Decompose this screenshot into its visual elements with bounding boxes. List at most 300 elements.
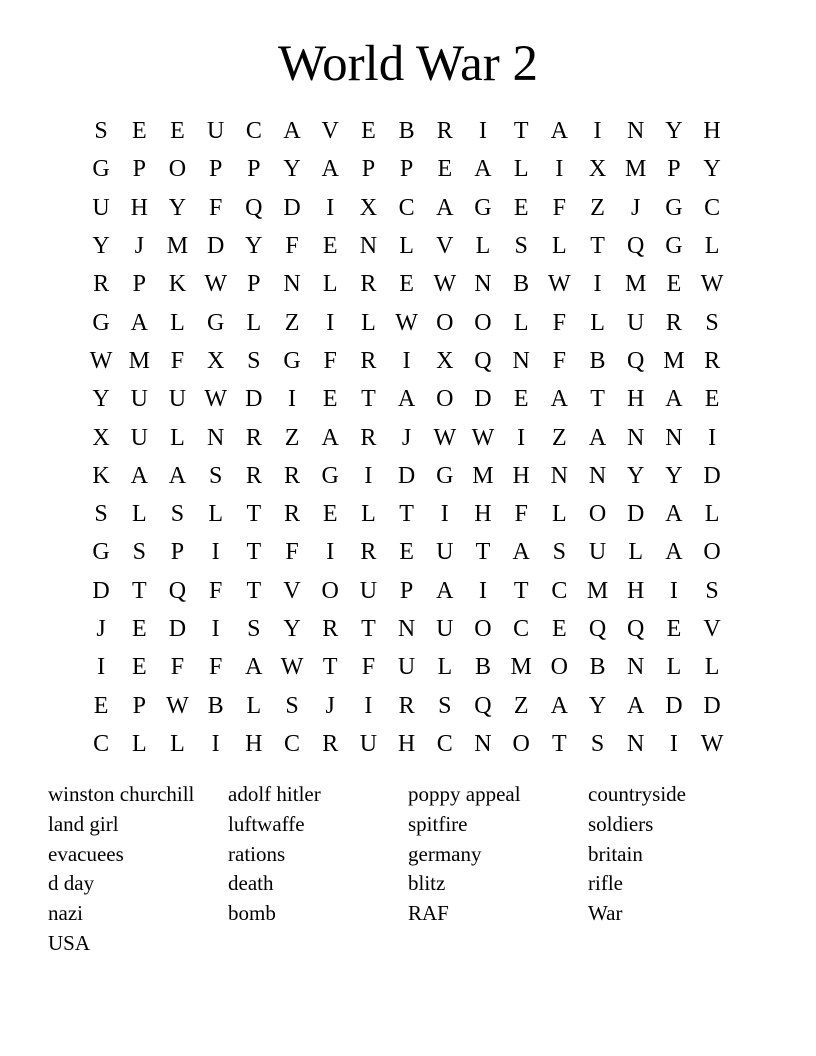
grid-letter: P — [399, 577, 414, 604]
grid-letter: I — [402, 347, 411, 374]
grid-letter: C — [284, 730, 301, 757]
grid-letter: R — [704, 347, 721, 374]
grid-letter: O — [321, 577, 339, 604]
grid-letter: R — [245, 424, 262, 451]
grid-letter: S — [208, 462, 223, 489]
grid-letter: L — [704, 654, 720, 681]
grid-letter: E — [513, 194, 529, 221]
grid-letter: I — [97, 654, 106, 681]
grid-letter: F — [170, 347, 185, 374]
grid-letter: T — [246, 501, 262, 528]
grid-letter: H — [245, 730, 263, 757]
grid-letter: Y — [283, 616, 301, 642]
grid-letter: L — [361, 309, 376, 336]
grid-letter: O — [474, 616, 492, 642]
grid-letter: D — [703, 462, 721, 489]
grid-letter: B — [474, 654, 491, 681]
grid-letter: J — [96, 616, 106, 642]
grid-letter: I — [478, 118, 487, 145]
grid-letter: M — [166, 233, 189, 260]
word-list-item: bomb — [228, 901, 276, 926]
grid-letter: N — [588, 462, 607, 489]
grid-letter: E — [131, 654, 147, 681]
grid-letter: I — [211, 616, 220, 642]
grid-letter: L — [170, 730, 185, 757]
word-list-item: death — [228, 871, 274, 896]
letter-grid — [82, 112, 732, 763]
grid-letter: S — [94, 118, 108, 145]
grid-letter: E — [361, 118, 376, 145]
grid-letter: Q — [627, 616, 645, 642]
grid-letter: R — [360, 347, 377, 374]
grid-letter: P — [132, 156, 146, 183]
grid-row — [82, 610, 732, 648]
grid-letter: T — [590, 386, 605, 413]
grid-letter: N — [397, 616, 416, 642]
grid-row — [82, 112, 732, 150]
grid-letter: E — [170, 118, 185, 145]
grid-letter: W — [89, 347, 113, 374]
grid-letter: A — [397, 386, 416, 413]
grid-letter: I — [478, 577, 487, 604]
grid-letter: L — [590, 309, 605, 336]
grid-letter: R — [245, 462, 262, 489]
grid-letter: D — [245, 386, 263, 413]
grid-letter: B — [398, 118, 415, 145]
grid-letter: Z — [590, 194, 605, 221]
grid-letter: G — [321, 462, 339, 489]
word-list-item: land girl — [48, 811, 119, 836]
grid-letter: L — [170, 424, 185, 451]
grid-letter: A — [321, 424, 339, 451]
grid-letter: D — [283, 194, 301, 221]
grid-letter: Y — [283, 156, 301, 183]
grid-letter: U — [436, 539, 454, 566]
grid-letter: A — [512, 539, 530, 566]
grid-letter: G — [206, 309, 225, 336]
grid-letter: R — [398, 692, 415, 719]
grid-row — [82, 227, 732, 265]
grid-letter: C — [704, 194, 721, 221]
grid-letter: F — [323, 347, 337, 374]
grid-letter: F — [514, 501, 528, 528]
grid-letter: L — [513, 309, 529, 336]
grid-letter: W — [204, 271, 227, 298]
grid-letter: Q — [245, 194, 263, 221]
grid-letter: A — [283, 118, 301, 145]
grid-letter: I — [669, 730, 678, 757]
grid-letter: I — [326, 539, 335, 566]
grid-letter: E — [131, 118, 147, 145]
grid-letter: I — [326, 309, 335, 336]
grid-letter: I — [364, 462, 373, 489]
grid-letter: S — [514, 233, 528, 260]
grid-letter: M — [472, 462, 494, 489]
grid-letter: I — [708, 424, 717, 451]
grid-letter: Z — [284, 309, 300, 336]
grid-row — [82, 495, 732, 533]
grid-letter: T — [513, 577, 529, 604]
grid-letter: F — [208, 577, 223, 604]
grid-letter: N — [627, 424, 645, 451]
grid-letter: B — [207, 692, 224, 719]
grid-letter: E — [513, 386, 529, 413]
grid-letter: G — [92, 156, 110, 183]
grid-letter: A — [130, 462, 148, 489]
grid-letter: U — [359, 730, 378, 757]
grid-letter: N — [359, 233, 378, 260]
grid-letter: S — [285, 692, 299, 719]
grid-letter: A — [168, 462, 187, 489]
grid-letter: N — [627, 654, 645, 681]
grid-letter: S — [438, 692, 452, 719]
grid-letter: L — [704, 501, 720, 528]
grid-letter: P — [361, 156, 376, 183]
grid-letter: U — [627, 309, 645, 336]
grid-letter: O — [703, 539, 721, 566]
grid-letter: S — [705, 577, 719, 604]
grid-letter: K — [168, 271, 187, 298]
grid-letter: J — [134, 233, 144, 260]
grid-letter: V — [283, 577, 301, 604]
grid-letter: W — [433, 424, 457, 451]
grid-letter: J — [631, 194, 641, 221]
grid-letter: L — [513, 156, 529, 183]
grid-letter: O — [512, 730, 530, 757]
grid-letter: T — [131, 577, 147, 604]
grid-letter: D — [703, 692, 721, 719]
grid-letter: X — [588, 156, 607, 183]
grid-letter: Y — [168, 194, 187, 221]
grid-letter: X — [359, 194, 378, 221]
grid-letter: Z — [552, 424, 567, 451]
word-list-item: rifle — [588, 871, 623, 896]
grid-letter: R — [322, 730, 339, 757]
grid-letter: A — [627, 692, 645, 719]
grid-letter: P — [247, 271, 261, 298]
grid-letter: S — [247, 347, 261, 374]
grid-letter: Y — [665, 118, 683, 145]
grid-letter: D — [474, 386, 492, 413]
grid-letter: R — [93, 271, 110, 298]
grid-letter: L — [628, 539, 644, 566]
grid-letter: A — [550, 692, 569, 719]
grid-letter: Z — [284, 424, 300, 451]
grid-letter: A — [436, 577, 454, 604]
grid-letter: L — [704, 233, 720, 260]
grid-letter: R — [436, 118, 453, 145]
grid-letter: I — [593, 271, 602, 298]
grid-letter: Y — [665, 462, 683, 489]
grid-letter: A — [588, 424, 607, 451]
grid-letter: Y — [92, 233, 110, 260]
grid-letter: W — [166, 692, 189, 719]
grid-letter: O — [168, 156, 187, 183]
word-list-item: evacuees — [48, 841, 124, 866]
grid-letter: M — [128, 347, 150, 374]
grid-letter: T — [399, 501, 414, 528]
grid-letter: L — [246, 692, 262, 719]
grid-letter: R — [360, 424, 377, 451]
grid-letter: R — [284, 501, 301, 528]
grid-letter: A — [321, 156, 339, 183]
grid-letter: C — [93, 730, 110, 757]
grid-letter: P — [208, 156, 223, 183]
grid-letter: A — [550, 386, 569, 413]
grid-letter: A — [436, 194, 454, 221]
grid-letter: W — [433, 271, 457, 298]
grid-letter: S — [590, 730, 605, 757]
word-list-item: blitz — [408, 871, 446, 896]
grid-letter: H — [512, 462, 530, 489]
grid-letter: Q — [588, 616, 607, 642]
grid-row — [82, 686, 732, 724]
word-list-item: rations — [228, 841, 286, 866]
grid-letter: L — [399, 233, 414, 260]
grid-letter: L — [170, 309, 185, 336]
word-list — [48, 780, 768, 959]
grid-letter: R — [360, 271, 377, 298]
grid-letter: U — [168, 386, 187, 413]
grid-letter: T — [246, 577, 262, 604]
grid-letter: C — [436, 730, 453, 757]
grid-letter: E — [399, 271, 414, 298]
grid-letter: F — [552, 347, 567, 374]
grid-row — [82, 572, 732, 610]
grid-letter: V — [436, 233, 454, 260]
grid-letter: F — [552, 309, 567, 336]
grid-letter: X — [206, 347, 225, 374]
grid-letter: Y — [92, 386, 110, 413]
grid-letter: M — [625, 271, 647, 298]
grid-letter: C — [551, 577, 568, 604]
grid-letter: I — [364, 692, 373, 719]
grid-letter: E — [552, 616, 567, 642]
grid-row — [82, 457, 732, 495]
grid-letter: I — [440, 501, 449, 528]
word-list-item: spitfire — [408, 811, 468, 836]
grid-letter: T — [552, 730, 567, 757]
grid-letter: N — [474, 271, 492, 298]
word-list-item: nazi — [48, 901, 83, 926]
grid-letter: Q — [474, 347, 492, 374]
grid-letter: H — [627, 577, 645, 604]
grid-letter: W — [395, 309, 418, 336]
grid-letter: I — [517, 424, 526, 451]
grid-row — [82, 342, 732, 380]
grid-letter: E — [666, 271, 682, 298]
grid-letter: S — [247, 616, 261, 642]
grid-row — [82, 303, 732, 341]
word-list-item: d day — [48, 871, 95, 896]
grid-letter: E — [322, 233, 338, 260]
grid-letter: W — [548, 271, 571, 298]
grid-letter: S — [132, 539, 146, 566]
grid-letter: F — [208, 654, 223, 681]
grid-letter: L — [475, 233, 491, 260]
grid-letter: G — [92, 309, 110, 336]
grid-letter: E — [131, 616, 147, 642]
grid-letter: J — [401, 424, 412, 451]
grid-letter: N — [283, 271, 301, 298]
grid-letter: S — [94, 501, 108, 528]
grid-letter: L — [552, 501, 567, 528]
grid-letter: N — [550, 462, 569, 489]
grid-letter: Q — [168, 577, 187, 604]
grid-letter: E — [322, 386, 338, 413]
grid-letter: R — [322, 616, 339, 642]
grid-letter: I — [211, 539, 220, 566]
grid-letter: C — [513, 616, 530, 642]
grid-letter: H — [627, 386, 645, 413]
grid-letter: E — [322, 501, 338, 528]
grid-letter: L — [666, 654, 682, 681]
grid-letter: C — [245, 118, 262, 145]
grid-letter: A — [665, 539, 683, 566]
grid-letter: E — [666, 616, 682, 642]
grid-letter: S — [552, 539, 567, 566]
grid-letter: U — [359, 577, 378, 604]
grid-letter: C — [398, 194, 415, 221]
grid-letter: G — [283, 347, 301, 374]
grid-letter: E — [93, 692, 109, 719]
grid-letter: P — [247, 156, 261, 183]
grid-letter: R — [284, 462, 301, 489]
grid-row — [82, 648, 732, 686]
grid-letter: V — [703, 616, 721, 642]
grid-letter: U — [130, 424, 148, 451]
grid-letter: A — [245, 654, 263, 681]
grid-letter: P — [667, 156, 681, 183]
grid-row — [82, 150, 732, 188]
word-list-item: soldiers — [588, 811, 654, 836]
grid-letter: T — [361, 386, 376, 413]
grid-letter: G — [436, 462, 454, 489]
word-list-item: countryside — [588, 782, 686, 806]
grid-letter: D — [665, 692, 683, 719]
word-list-item: germany — [408, 841, 482, 866]
grid-letter: H — [474, 501, 492, 528]
grid-letter: O — [588, 501, 607, 528]
grid-letter: F — [552, 194, 567, 221]
grid-letter: P — [132, 271, 146, 298]
grid-row — [82, 725, 732, 763]
grid-letter: U — [206, 118, 225, 145]
grid-letter: I — [288, 386, 297, 413]
grid-letter: M — [586, 577, 609, 604]
grid-letter: L — [552, 233, 567, 260]
grid-letter: O — [436, 386, 454, 413]
grid-letter: A — [130, 309, 148, 336]
grid-letter: M — [625, 156, 647, 183]
grid-letter: K — [92, 462, 110, 489]
grid-letter: A — [665, 501, 683, 528]
grid-letter: T — [322, 654, 338, 681]
grid-letter: Y — [703, 156, 721, 183]
grid-letter: P — [132, 692, 146, 719]
grid-letter: N — [206, 424, 225, 451]
grid-letter: H — [130, 194, 148, 221]
grid-letter: B — [513, 271, 530, 298]
grid-letter: L — [246, 309, 262, 336]
word-list-item: britain — [588, 841, 643, 866]
grid-letter: S — [170, 501, 185, 528]
grid-letter: Q — [627, 347, 645, 374]
grid-letter: G — [474, 194, 492, 221]
page-title: World War 2 — [278, 36, 538, 92]
grid-letter: U — [436, 616, 454, 642]
word-list-item: adolf hitler — [228, 782, 321, 806]
grid-letter: I — [555, 156, 564, 183]
word-list-item: luftwaffe — [228, 811, 305, 836]
grid-letter: T — [513, 118, 529, 145]
grid-letter: Q — [474, 692, 492, 719]
grid-letter: L — [208, 501, 223, 528]
grid-letter: M — [510, 654, 532, 681]
grid-letter: D — [397, 462, 416, 489]
grid-letter: D — [92, 577, 110, 604]
grid-letter: I — [326, 194, 335, 221]
grid-letter: T — [475, 539, 491, 566]
grid-letter: L — [131, 501, 147, 528]
grid-letter: F — [170, 654, 185, 681]
grid-letter: G — [665, 233, 683, 260]
grid-letter: Z — [513, 692, 529, 719]
grid-letter: B — [589, 347, 606, 374]
grid-letter: I — [669, 577, 678, 604]
grid-letter: G — [665, 194, 683, 221]
grid-letter: U — [92, 194, 110, 221]
grid-letter: P — [399, 156, 414, 183]
grid-letter: W — [700, 271, 724, 298]
grid-letter: H — [397, 730, 416, 757]
grid-letter: B — [589, 654, 606, 681]
grid-row — [82, 418, 732, 456]
grid-letter: D — [627, 501, 645, 528]
grid-letter: W — [280, 654, 304, 681]
grid-letter: H — [703, 118, 721, 145]
grid-letter: U — [588, 539, 607, 566]
grid-letter: J — [325, 692, 335, 719]
grid-letter: A — [550, 118, 569, 145]
grid-letter: W — [204, 386, 227, 413]
grid-letter: L — [322, 271, 338, 298]
grid-letter: F — [285, 233, 299, 260]
grid-letter: M — [663, 347, 685, 374]
grid-letter: P — [170, 539, 185, 566]
grid-letter: Y — [588, 692, 607, 719]
grid-letter: A — [665, 386, 683, 413]
grid-letter: N — [474, 730, 492, 757]
grid-letter: O — [550, 654, 569, 681]
grid-letter: Y — [627, 462, 645, 489]
grid-letter: T — [590, 233, 605, 260]
grid-letter: L — [361, 501, 376, 528]
grid-row — [82, 533, 732, 571]
grid-letter: N — [512, 347, 530, 374]
grid-letter: O — [436, 309, 454, 336]
grid-letter: G — [92, 539, 110, 566]
grid-letter: U — [130, 386, 148, 413]
grid-letter: Q — [627, 233, 645, 260]
grid-row — [82, 265, 732, 303]
word-list-item: War — [588, 901, 623, 926]
grid-letter: A — [474, 156, 492, 183]
grid-letter: X — [92, 424, 110, 451]
grid-letter: N — [665, 424, 683, 451]
grid-letter: I — [593, 118, 602, 145]
grid-letter: D — [206, 233, 225, 260]
